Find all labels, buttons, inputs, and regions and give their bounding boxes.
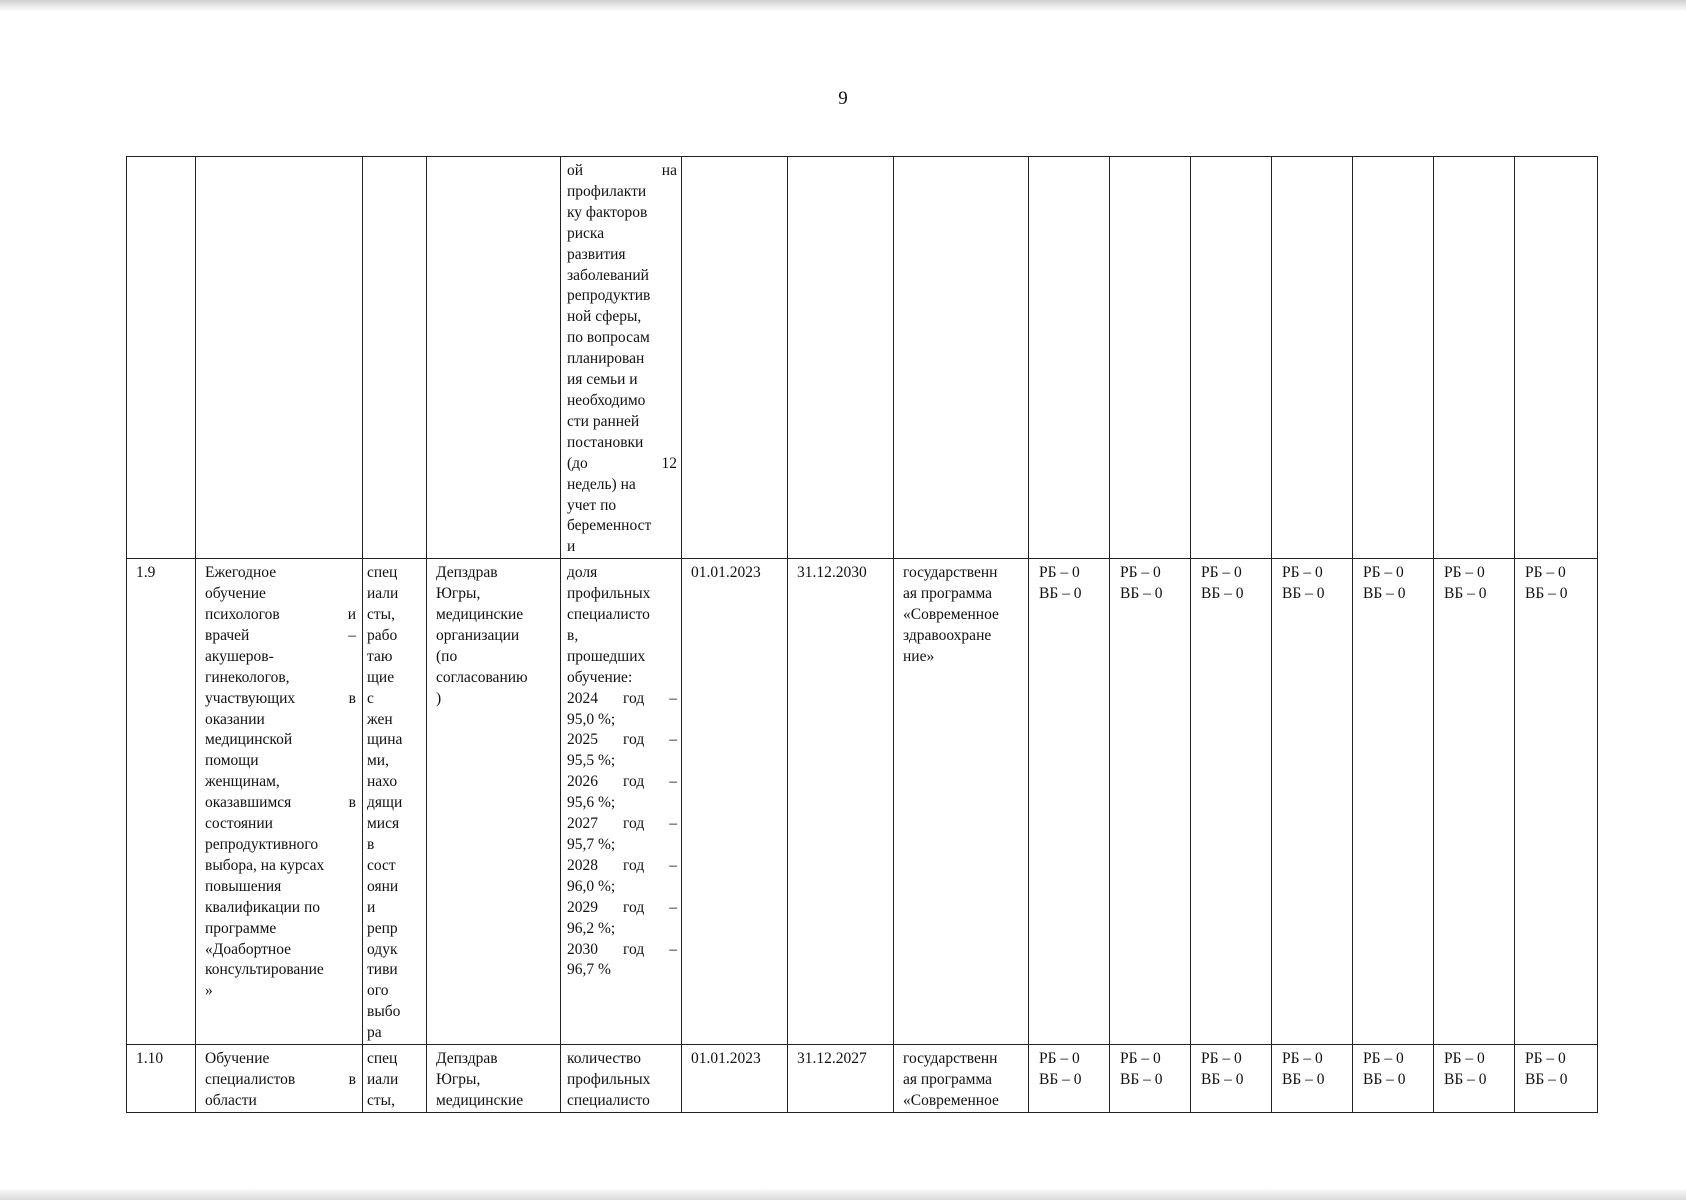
cell-text-line: тиви — [367, 961, 398, 979]
target-group-cell — [363, 1045, 427, 1113]
cell-text-line: сты, — [367, 1091, 395, 1109]
finance-extra-budget: ВБ – 0 — [1282, 1070, 1325, 1088]
finance-extra-budget: ВБ – 0 — [1363, 585, 1406, 603]
cell-text-line: 95,6 %; — [567, 794, 616, 812]
row-number-cell — [127, 157, 196, 559]
cell-text-line: оказании — [205, 710, 265, 728]
finance-cell — [1110, 157, 1191, 559]
cell-text-line: щие — [367, 668, 395, 686]
cell-text-line: прошедших — [567, 647, 646, 665]
cell-text-line: 95,5 %; — [567, 752, 616, 770]
cell-text-line: консультирование — [205, 961, 324, 979]
finance-extra-budget: ВБ – 0 — [1201, 585, 1244, 603]
cell-text-line: согласованию — [436, 668, 528, 686]
cell-text-line: репр — [367, 919, 398, 937]
cell-text-line: ая программа — [903, 1070, 993, 1088]
table-row — [127, 1045, 1598, 1113]
finance-regional-budget: РБ – 0 — [1525, 564, 1566, 582]
cell-text-line: «Современное — [903, 606, 999, 624]
cell-text-line: выбо — [367, 1003, 401, 1021]
finance-cell — [1029, 157, 1110, 559]
cell-text-line: жен — [367, 710, 393, 728]
cell-text-line: сост — [367, 856, 396, 874]
cell-text-line: психологов и — [205, 606, 356, 624]
finance-regional-budget: РБ – 0 — [1039, 564, 1080, 582]
cell-text-line: спец — [367, 1050, 398, 1068]
measures-table — [126, 156, 1598, 1113]
cell-text-line: 2028 год – — [567, 856, 677, 874]
cell-text-line: профильных — [567, 1070, 651, 1088]
finance-regional-budget: РБ – 0 — [1039, 1050, 1080, 1068]
cell-text-line: в — [367, 836, 375, 853]
cell-text-line: (до 12 — [567, 454, 677, 472]
cell-text-line: помощи — [205, 752, 259, 770]
cell-text-line: сти ранней — [567, 412, 640, 430]
end-date-cell: 31.12.2027 — [788, 1045, 894, 1113]
cell-text-line: 2030 год – — [567, 940, 677, 958]
start-date-cell: 01.01.2023 — [682, 559, 788, 1045]
cell-text-line: здравоохране — [903, 626, 992, 644]
finance-regional-budget: РБ – 0 — [1363, 564, 1404, 582]
finance-cell — [1353, 559, 1434, 1045]
finance-cell — [1353, 1045, 1434, 1113]
indicator-cell — [561, 559, 682, 1045]
finance-cell — [1110, 559, 1191, 1045]
funding-source-cell — [894, 157, 1029, 559]
start-date-cell: 01.01.2023 — [682, 1045, 788, 1113]
finance-extra-budget: ВБ – 0 — [1444, 1070, 1487, 1088]
funding-source-cell — [894, 559, 1029, 1045]
finance-cell — [1191, 1045, 1272, 1113]
finance-cell — [1434, 1045, 1515, 1113]
executor-cell — [427, 1045, 561, 1113]
finance-extra-budget: ВБ – 0 — [1363, 1070, 1406, 1088]
finance-extra-budget: ВБ – 0 — [1525, 585, 1568, 603]
event-name-cell — [196, 559, 363, 1045]
finance-cell — [1434, 559, 1515, 1045]
finance-regional-budget: РБ – 0 — [1444, 564, 1485, 582]
finance-extra-budget: ВБ – 0 — [1039, 585, 1082, 603]
finance-regional-budget: РБ – 0 — [1120, 1050, 1161, 1068]
cell-text-line: ку факторов — [567, 203, 648, 221]
cell-text-line: по вопросам — [567, 329, 650, 347]
cell-text-line: щина — [367, 731, 403, 749]
cell-text-line: государственн — [903, 564, 998, 582]
cell-text-line: медицинской — [205, 731, 293, 749]
finance-cell — [1515, 1045, 1598, 1113]
scan-edge-top — [0, 0, 1686, 12]
finance-cell — [1191, 559, 1272, 1045]
cell-text-line: врачей – — [205, 626, 356, 644]
cell-text-line: 95,0 %; — [567, 710, 616, 728]
cell-text-line: развития — [567, 245, 626, 263]
finance-regional-budget: РБ – 0 — [1201, 564, 1242, 582]
start-date-cell — [682, 157, 788, 559]
finance-extra-budget: ВБ – 0 — [1039, 1070, 1082, 1088]
cell-text-line: беременност — [567, 517, 652, 535]
cell-text-line: » — [205, 982, 213, 1000]
finance-regional-budget: РБ – 0 — [1201, 1050, 1242, 1068]
indicator-cell — [561, 1045, 682, 1113]
finance-extra-budget: ВБ – 0 — [1120, 1070, 1163, 1088]
indicator-cell — [561, 157, 682, 559]
finance-regional-budget: РБ – 0 — [1282, 564, 1323, 582]
finance-regional-budget: РБ – 0 — [1363, 1050, 1404, 1068]
cell-text-line: в, — [567, 626, 579, 644]
cell-text-line: организации — [436, 626, 520, 644]
cell-text-line: повышения — [205, 877, 282, 895]
target-group-cell — [363, 559, 427, 1045]
cell-text-line: иали — [367, 585, 399, 603]
finance-cell — [1029, 1045, 1110, 1113]
cell-text-line: с — [367, 689, 374, 707]
finance-extra-budget: ВБ – 0 — [1201, 1070, 1244, 1088]
end-date-cell: 31.12.2030 — [788, 559, 894, 1045]
cell-text-line: 96,7 % — [567, 961, 611, 979]
finance-cell — [1434, 157, 1515, 559]
cell-text-line: ая программа — [903, 585, 993, 603]
finance-cell — [1272, 1045, 1353, 1113]
cell-text-line: гинекологов, — [205, 668, 290, 686]
finance-cell — [1110, 1045, 1191, 1113]
row-number-cell: 1.10 — [127, 1045, 196, 1113]
finance-extra-budget: ВБ – 0 — [1120, 585, 1163, 603]
page-number: 9 — [838, 88, 848, 109]
executor-cell — [427, 559, 561, 1045]
cell-text-line: и — [367, 898, 376, 916]
finance-extra-budget: ВБ – 0 — [1444, 585, 1487, 603]
cell-text-line: специалистов в — [205, 1070, 356, 1088]
event-name-cell — [196, 1045, 363, 1113]
event-name-cell — [196, 157, 363, 559]
cell-text-line: 96,0 %; — [567, 877, 616, 895]
funding-source-cell — [894, 1045, 1029, 1113]
cell-text-line: одук — [367, 940, 398, 958]
finance-cell — [1353, 157, 1434, 559]
cell-text-line: Югры, — [436, 1070, 481, 1088]
cell-text-line: профилакти — [567, 182, 647, 200]
cell-text-line: области — [205, 1091, 257, 1109]
cell-text-line: 2026 год – — [567, 773, 677, 791]
row-number-cell: 1.9 — [127, 559, 196, 1045]
cell-text-line: заболеваний — [567, 266, 649, 284]
cell-text-line: профильных — [567, 585, 651, 603]
cell-text-line: Обучение — [205, 1050, 270, 1068]
cell-text-line: ) — [436, 689, 442, 707]
finance-extra-budget: ВБ – 0 — [1282, 585, 1325, 603]
cell-text-line: 2024 год – — [567, 689, 677, 707]
cell-text-line: дящи — [367, 794, 403, 812]
cell-text-line: медицинские — [436, 1091, 524, 1109]
finance-regional-budget: РБ – 0 — [1120, 564, 1161, 582]
cell-text-line: иали — [367, 1070, 399, 1088]
cell-text-line: «Современное — [903, 1091, 999, 1109]
finance-cell — [1272, 157, 1353, 559]
cell-text-line: постановки — [567, 433, 644, 451]
cell-text-line: оказавшимся в — [205, 794, 356, 812]
cell-text-line: «Доабортное — [205, 940, 292, 958]
finance-regional-budget: РБ – 0 — [1282, 1050, 1323, 1068]
cell-text-line: обучение — [205, 585, 266, 603]
cell-text-line: ной сферы, — [567, 308, 642, 326]
executor-cell — [427, 157, 561, 559]
cell-text-line: доля — [567, 564, 598, 582]
cell-text-line: таю — [367, 647, 393, 665]
cell-text-line: квалификации по — [205, 898, 321, 916]
cell-text-line: ой на — [567, 162, 677, 179]
cell-text-line: ми, — [367, 752, 389, 770]
cell-text-line: планирован — [567, 350, 645, 368]
cell-text-line: (по — [436, 647, 458, 665]
cell-text-line: рабо — [367, 626, 398, 644]
end-date-cell — [788, 157, 894, 559]
cell-text-line: спец — [367, 564, 398, 582]
cell-text-line: 95,7 %; — [567, 836, 616, 853]
cell-text-line: специалисто — [567, 1091, 650, 1109]
cell-text-line: и — [567, 538, 576, 556]
finance-cell — [1515, 559, 1598, 1045]
finance-regional-budget: РБ – 0 — [1525, 1050, 1566, 1068]
table-row — [127, 559, 1598, 1045]
cell-text-line: выбора, на курсах — [205, 856, 325, 874]
cell-text-line: акушеров- — [205, 647, 274, 665]
finance-cell — [1515, 157, 1598, 559]
finance-regional-budget: РБ – 0 — [1444, 1050, 1485, 1068]
cell-text-line: специалисто — [567, 606, 650, 624]
cell-text-line: Депздрав — [436, 564, 498, 582]
cell-text-line: мися — [367, 815, 400, 833]
cell-text-line: недель) на — [567, 475, 636, 493]
cell-text-line: ояни — [367, 877, 399, 895]
cell-text-line: состоянии — [205, 815, 273, 833]
cell-text-line: 2027 год – — [567, 815, 677, 833]
cell-text-line: Югры, — [436, 585, 481, 603]
cell-text-line: сты, — [367, 606, 395, 624]
cell-text-line: учет по — [567, 496, 617, 514]
cell-text-line: репродуктив — [567, 287, 651, 305]
finance-cell — [1272, 559, 1353, 1045]
cell-text-line: программе — [205, 919, 277, 937]
target-group-cell — [363, 157, 427, 559]
cell-text-line: 96,2 %; — [567, 919, 616, 937]
cell-text-line: нахо — [367, 773, 398, 791]
cell-text-line: государственн — [903, 1050, 998, 1068]
finance-extra-budget: ВБ – 0 — [1525, 1070, 1568, 1088]
cell-text-line: ние» — [903, 647, 935, 665]
cell-text-line: необходимо — [567, 391, 646, 409]
table-row — [127, 157, 1598, 559]
cell-text-line: ия семьи и — [567, 371, 638, 389]
cell-text-line: обучение: — [567, 668, 633, 686]
cell-text-line: участвующих в — [205, 689, 356, 707]
cell-text-line: Депздрав — [436, 1050, 498, 1068]
cell-text-line: ого — [367, 982, 389, 1000]
finance-cell — [1191, 157, 1272, 559]
cell-text-line: риска — [567, 224, 605, 242]
cell-text-line: 2029 год – — [567, 898, 677, 916]
cell-text-line: женщинам, — [205, 773, 280, 791]
cell-text-line: Ежегодное — [205, 564, 277, 582]
cell-text-line: количество — [567, 1050, 641, 1068]
cell-text-line: репродуктивного — [205, 836, 319, 853]
cell-text-line: ра — [367, 1024, 382, 1042]
cell-text-line: 2025 год – — [567, 731, 677, 749]
cell-text-line: медицинские — [436, 606, 524, 624]
finance-cell — [1029, 559, 1110, 1045]
scan-edge-bottom — [0, 1188, 1686, 1200]
